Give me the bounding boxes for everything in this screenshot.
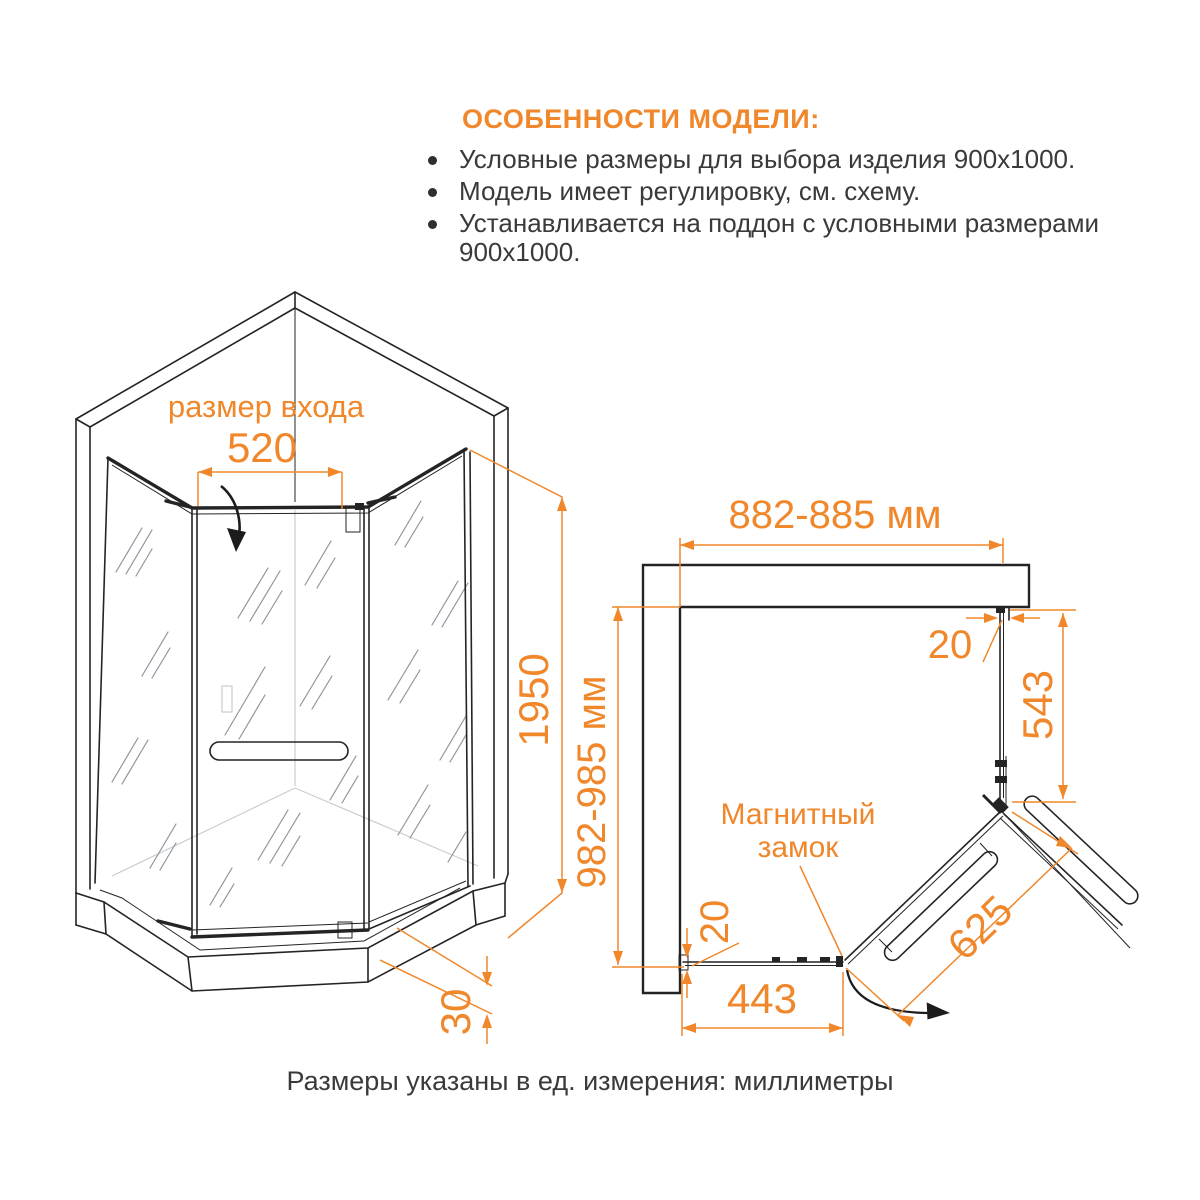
fixed-glass-right — [995, 607, 1009, 806]
back-walls — [76, 292, 508, 893]
door-width-value: 625 — [938, 886, 1022, 969]
door-swing-arrow — [221, 486, 246, 552]
magnetic-lock-label — [721, 798, 876, 956]
hinge-plate — [995, 760, 1007, 767]
lock-label-line1: Магнитный — [720, 798, 876, 831]
right-glass-dimension — [1010, 610, 1076, 802]
entry-width-value: 520 — [226, 424, 298, 471]
glass-clamp — [820, 957, 830, 962]
top-gap-dimension — [928, 613, 1040, 667]
height-dimension — [470, 450, 567, 938]
door-handle-open — [1021, 793, 1141, 907]
left-gap-value: 20 — [693, 899, 737, 945]
fitting-ghost — [222, 686, 232, 712]
magnet-profile — [836, 956, 843, 967]
entry-size-label: размер входа — [167, 389, 365, 424]
door-handle — [210, 742, 348, 760]
lock-label-line2: замок — [757, 831, 839, 864]
depth-value: 982-985 мм — [570, 675, 614, 889]
fixed-glass-bottom — [679, 955, 843, 970]
bottom-glass-dimension — [682, 972, 843, 1036]
bottom-glass-value: 443 — [726, 975, 798, 1022]
top-gap-value: 20 — [927, 623, 973, 667]
glass-clamp — [797, 957, 807, 962]
feature-text: Условные размеры для выбора изделия 900x1000. — [459, 144, 1076, 174]
latch-top — [355, 503, 364, 510]
width-value: 882-885 мм — [728, 493, 942, 537]
glass-clamp — [772, 957, 780, 962]
feature-text: Модель имеет регулировку, см. схему. — [459, 176, 921, 206]
magnet-strike-top — [346, 508, 360, 532]
right-glass-value: 543 — [1014, 669, 1061, 741]
door-dimension — [846, 812, 1078, 1027]
hinge-plate — [995, 776, 1007, 783]
left-3d-view — [76, 292, 567, 1044]
glass-hatching — [112, 501, 468, 907]
plan-view — [570, 493, 1141, 1036]
features-title: ОСОБЕННОСТИ МОДЕЛИ: — [462, 104, 820, 134]
feature-text: Устанавливается на поддон с условными размерами 900x1000. — [459, 208, 1100, 267]
tray-height-value: 30 — [432, 988, 479, 1036]
entry-dimension — [168, 389, 365, 509]
units-note: Размеры указаны в ед. измерения: миллиметры — [286, 1066, 894, 1096]
height-value: 1950 — [510, 653, 557, 747]
